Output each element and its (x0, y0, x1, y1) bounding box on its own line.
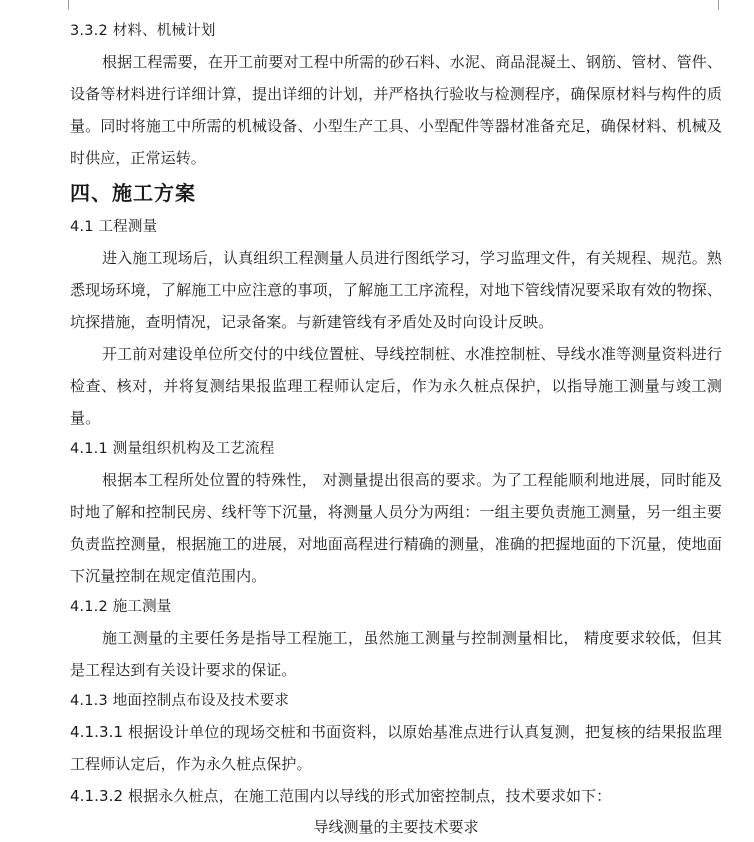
chapter-heading-construction-plan: 四、施工方案 (70, 181, 196, 205)
paragraph-materials-plan: 根据工程需要，在开工前要对工程中所需的砂石料、水泥、商品混凝土、钢筋、管材、管件、设备等材料进行详细计算，提出详细的计划，并严格执行验收与检测程序，确保原材料与构件的质量。同时将施工中所需的机械设备、小型生产工具、小型配件等器材准备充足，确保材料、机械及时供应，正常运转。 (70, 53, 722, 167)
paragraph-construction-survey: 施工测量的主要任务是指导工程施工，虽然施工测量与控制测量相比， 精度要求较低，但其是工程达到有关设计要求的保证。 (70, 629, 722, 679)
paragraph-4-1-3-1: 4.1.3.1 根据设计单位的现场交桩和书面资料，以原始基准点进行认真复测，把复核的结果报监理工程师认定后，作为永久桩点保护。 (70, 723, 722, 773)
paragraph-4-1-3-2: 4.1.3.2 根据永久桩点，在施工范围内以导线的形式加密控制点，技术要求如下： (70, 787, 612, 805)
crop-mark-left (68, 0, 69, 10)
section-heading-4-1-1: 4.1.1 测量组织机构及工艺流程 (70, 441, 275, 457)
section-heading-4-1: 4.1 工程测量 (70, 219, 158, 235)
crop-mark-right (718, 0, 719, 10)
paragraph-control-stakes: 开工前对建设单位所交付的中线位置桩、导线控制桩、水准控制桩、导线水准等测量资料进行检查、核对，并将复测结果报监理工程师认定后，作为永久桩点保护，以指导施工测量与竣工测量。 (70, 345, 722, 427)
paragraph-site-survey: 进入施工现场后，认真组织工程测量人员进行图纸学习，学习监理文件，有关规程、规范。熟悉现场环境，了解施工中应注意的事项，了解施工工序流程，对地下管线情况要采取有效的物探、坑探措施，查明情况，记录备案。与新建管线有矛盾处及时向设计反映。 (70, 249, 722, 331)
table-caption: 导线测量的主要技术要求 (313, 818, 479, 836)
section-heading-3-3-2: 3.3.2 材料、机械计划 (70, 23, 216, 39)
document-content (70, 16, 722, 842)
section-heading-4-1-3: 4.1.3 地面控制点布设及技术要求 (70, 693, 290, 709)
section-heading-4-1-2: 4.1.2 施工测量 (70, 599, 172, 615)
paragraph-survey-organization: 根据本工程所处位置的特殊性， 对测量提出很高的要求。为了工程能顺利地进展，同时能及时地了解和控制民房、线杆等下沉量，将测量人员分为两组：一组主要负责施工测量，另一组主要负责监控测量，根据施工的进展，对地面高程进行精确的测量，准确的把握地面的下沉量，使地面下沉量控制在规定值范围内。 (70, 471, 722, 585)
